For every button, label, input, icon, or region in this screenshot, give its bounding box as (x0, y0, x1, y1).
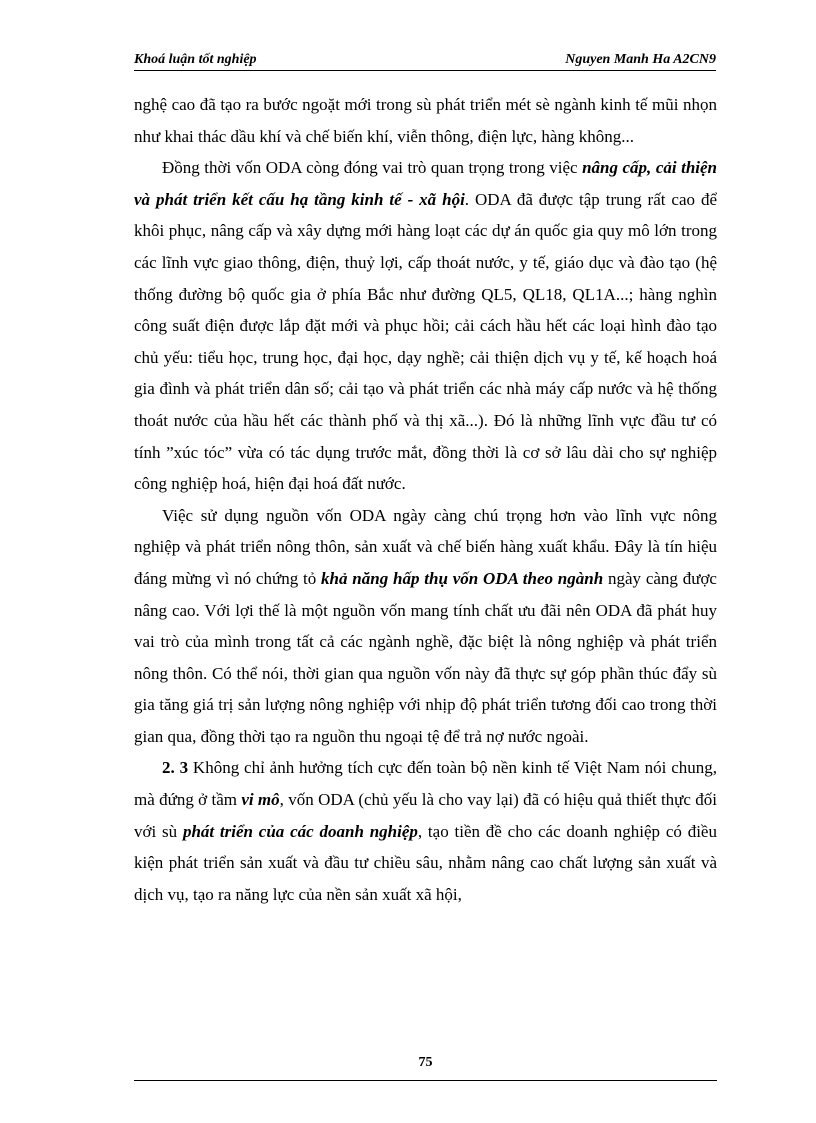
page-header (134, 52, 716, 72)
paragraph-3-emphasis: khả năng hấp thụ vốn ODA theo ngành (321, 568, 604, 588)
paragraph-1-text: nghệ cao đã tạo ra bước ngoặt mới trong sù phát triển mét sè ngành kinh tế mũi nhọn như khai thác dầu khí và chế biến khí, viễn thông, điện lực, hàng không... (134, 95, 717, 146)
paragraph-2-emphasis: nâng cấp, cải thiện và phát triển kết cấu hạ tầng kinh tế - xã hội (134, 158, 718, 209)
header-author: Nguyen Manh Ha A2CN9 (565, 52, 716, 67)
paragraph-2 (134, 152, 717, 500)
paragraph-4-emphasis-b: phát triển của các doanh nghiệp (182, 821, 418, 841)
paragraph-2-text-a: Đồng thời vốn ODA còng đóng vai trò quan trọng trong việc (162, 158, 583, 178)
paragraph-4 (134, 752, 717, 910)
paragraph-4-text-b: , vốn ODA (chủ yếu là cho vay lại) đã có hiệu quả thiết thực đối với sù (134, 790, 718, 841)
header-thesis-title: Khoá luận tốt nghiệp (134, 52, 257, 67)
paragraph-4-text-a: Không chỉ ảnh hưởng tích cực đến toàn bộ nền kinh tế Việt Nam nói chung, mà đứng ở tầm (134, 758, 717, 810)
paragraph-1 (134, 89, 717, 152)
body-text (134, 89, 717, 910)
footer-rule (134, 1080, 717, 1081)
paragraph-3-text-b: ngày càng được nâng cao. Với lợi thế là một nguồn vốn mang tính chất ưu đãi nên ODA đã phát huy vai trò của mình trong tất cả các ngành nghề, đặc biệt là nông nghiệp và phát triển nông thôn. Có thể nói, thời gian qua nguồn vốn này đã thực sự góp phần thúc đẩy sù gia tăng giá trị sản lượng nông nghiệp với nhịp độ phát triển tương đối cao trong thời gian qua, đồng thời tạo ra nguồn thu ngoại tệ để trả nợ nước ngoài. (134, 568, 717, 746)
header-rule (134, 70, 716, 71)
page-footer (134, 1055, 717, 1095)
paragraph-4-text-c: , tạo tiền đề cho các doanh nghiệp có điều kiện phát triển sản xuất và đầu tư chiều sâu, nhằm nâng cao chất lượng sản xuất và dịch vụ, tạo ra năng lực của nền sản xuất xã hội, (134, 821, 717, 904)
paragraph-3 (134, 500, 717, 753)
paragraph-4-emphasis-a: vi mô (241, 790, 280, 810)
paragraph-3-text-a: Việc sử dụng nguồn vốn ODA ngày càng chú trọng hơn vào lĩnh vực nông nghiệp và phát triển nông thôn, sản xuất và chế biến hàng xuất khẩu. Đây là tín hiệu đáng mừng vì nó chứng tỏ (134, 505, 717, 588)
paragraph-2-text-b: . ODA đã được tập trung rất cao để khôi phục, nâng cấp và xây dựng mới hàng loạt các dự án quốc gia quy mô lớn trong các lĩnh vực giao thông, điện, thuỷ lợi, cấp thoát nước, y tế, giáo dục và đào tạo (hệ thống đường bộ quốc gia ở phía Bắc như đường QL5, QL18, QL1A...; hàng nghìn công suất điện được lắp đặt mới và phục hồi; cải cách hầu hết các loại hình đào tạo chủ yếu: tiểu học, trung học, đại học, dạy nghề; cải thiện dịch vụ y tế, kế hoạch hoá gia đình và phát triển dân số; cải tạo và phát triển các nhà máy cấp nước và hệ thống thoát nước của hầu hết các thành phố và thị xã...). Đó là những lĩnh vực đầu tư có tính ”xúc tóc” vừa có tác dụng trước mắt, đồng thời là cơ sở lâu dài cho sự nghiệp công nghiệp hoá, hiện đại hoá đất nước. (134, 189, 717, 494)
page-number: 75 (418, 1055, 433, 1070)
section-number: 2. 3 (162, 758, 189, 778)
